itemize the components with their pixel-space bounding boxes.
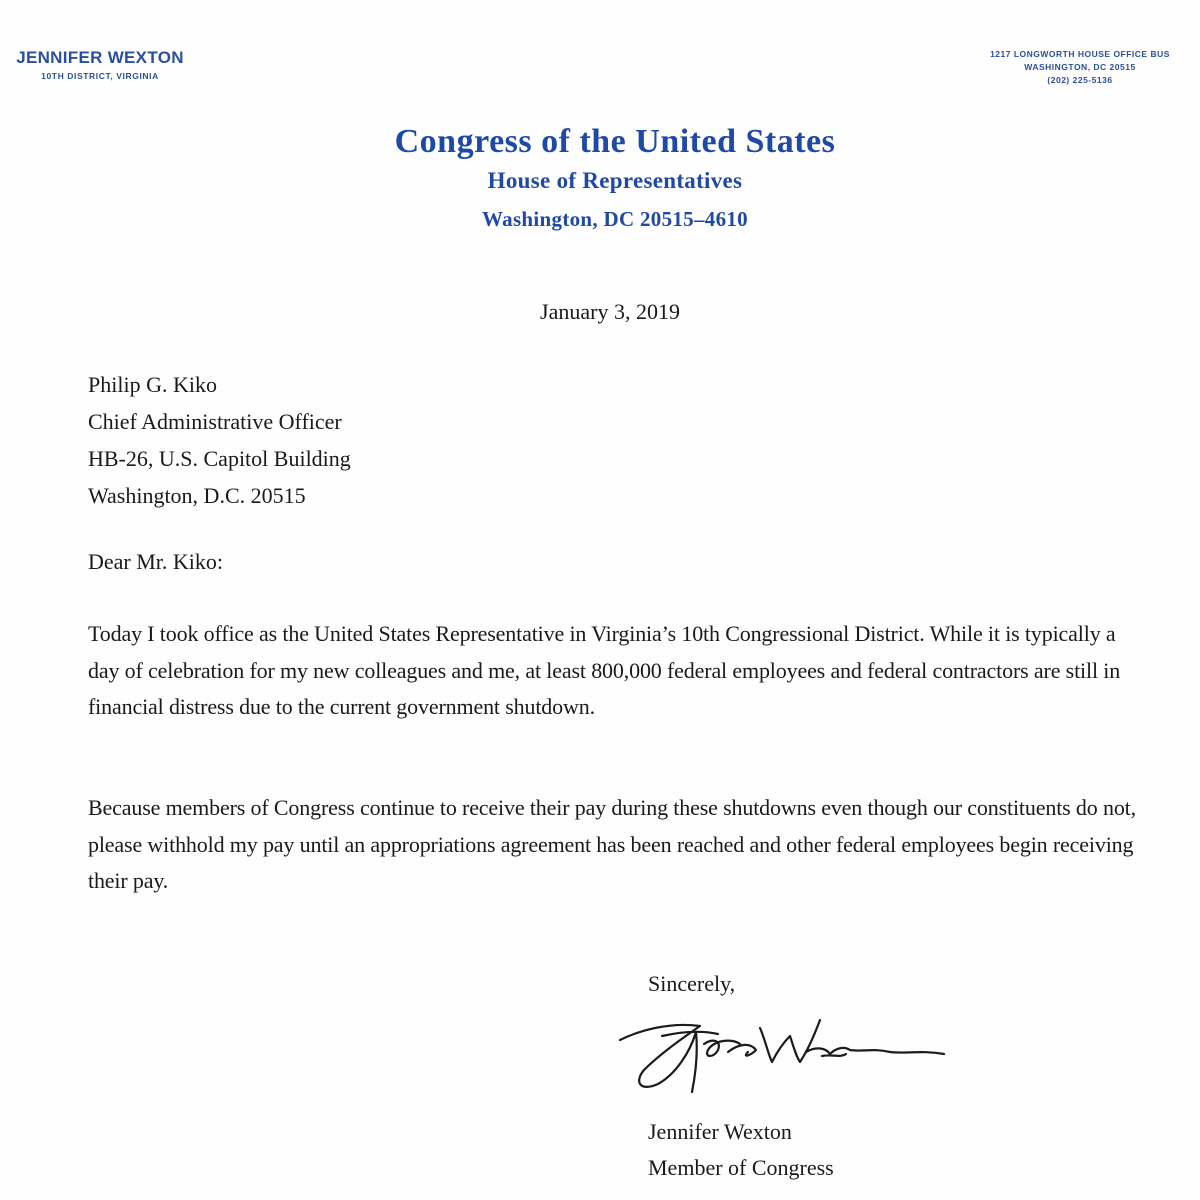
letter-date: January 3, 2019 bbox=[540, 299, 680, 324]
body-paragraph-2: Because members of Congress continue to receive their pay during these shutdowns even though our constituents do not, please withhold my pay until an appropriations agreement has been reached and other federal employees begin receiving their pay. bbox=[88, 795, 1136, 893]
letterhead-member-block bbox=[0, 48, 200, 82]
body-paragraph-1: Today I took office as the United States Representative in Virginia’s 10th Congressional District. While it is typically a day of celebration for my new colleagues and me, at least 800,000 federal employees and federal contractors are still in financial distress due to the current government shutdown. bbox=[88, 621, 1121, 719]
heading-congress: Congress of the United States bbox=[394, 123, 836, 160]
letterhead-office-block bbox=[960, 48, 1200, 87]
signer-block bbox=[648, 1114, 834, 1186]
signer-name: Jennifer Wexton bbox=[648, 1119, 792, 1144]
letterhead-heading bbox=[0, 120, 1200, 236]
salutation: Dear Mr. Kiko: bbox=[88, 549, 224, 574]
valediction: Sincerely, bbox=[648, 971, 736, 996]
recipient-name: Philip G. Kiko bbox=[88, 372, 217, 397]
recipient-address-line1: HB-26, U.S. Capitol Building bbox=[88, 446, 351, 471]
recipient-title: Chief Administrative Officer bbox=[88, 409, 342, 434]
recipient-address-line2: Washington, D.C. 20515 bbox=[88, 483, 306, 508]
heading-city: Washington, DC 20515–4610 bbox=[482, 207, 748, 231]
letterhead-office-address-line1: 1217 LONGWORTH HOUSE OFFICE BUS bbox=[990, 49, 1170, 59]
handwritten-signature-icon bbox=[600, 992, 960, 1112]
heading-house: House of Representatives bbox=[487, 168, 743, 193]
recipient-address bbox=[88, 366, 351, 514]
letterhead-member-district: 10TH DISTRICT, VIRGINIA bbox=[41, 71, 159, 81]
letterhead-office-address-line2: WASHINGTON, DC 20515 bbox=[1024, 62, 1136, 72]
letterhead-office-phone: (202) 225-5136 bbox=[1047, 75, 1113, 85]
letterhead-member-name: JENNIFER WEXTON bbox=[16, 48, 184, 67]
signer-title: Member of Congress bbox=[648, 1155, 834, 1180]
